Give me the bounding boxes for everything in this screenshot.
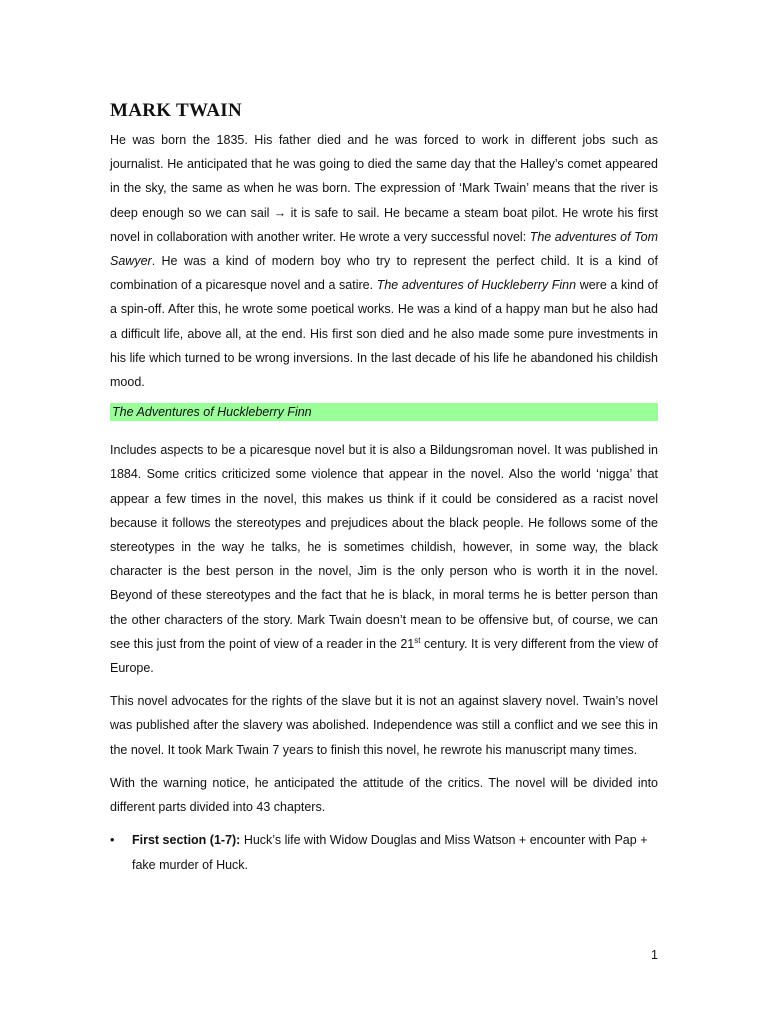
list-item-label: First section (1-7): [132, 833, 241, 848]
text-run: century. It is very different from the view of Europe. [110, 636, 658, 676]
paragraph-structure: With the warning notice, he anticipated the attitude of the critics. The novel will be divided into different parts divided into 43 chapters. [110, 775, 658, 815]
section-heading: The Adventures of Huckleberry Finn [110, 403, 658, 421]
text-run: were a kind of a spin-off. After this, he wrote some poetical works. He was a kind of a happy man but he also had a difficult life, above all, at the end. His first son died and he also made some pure investments in his life which turned to be wrong inversions. In the last decade of his life he abandoned his childish mood. [110, 278, 658, 390]
paragraph-slavery: This novel advocates for the rights of the slave but it is not an against slavery novel. Twain’s novel was published after the slavery was abolished. Independence was still a conflict and we see this in the novel. It took Mark Twain 7 years to finish this novel, he rewrote his manuscript many times. [110, 694, 658, 757]
page-number: 1 [651, 948, 658, 962]
document-title: MARK TWAIN [110, 100, 242, 121]
book-title-huckleberry-finn: The adventures of Huckleberry Finn [376, 278, 577, 293]
superscript: st [414, 635, 421, 645]
text-run: Includes aspects to be a picaresque novel but it is also a Bildungsroman novel. It was published in 1884. Some critics criticized some violence that appear in the novel. Also the world ‘nigga’ that appear a few times in the novel, this makes us think if it could be considered as a racist novel because it follows the stereotypes and prejudices about the black people. He follows some of the stereotypes in the way he talks, he is sometimes childish, however, in some way, the black character is the best person in the novel, Jim is the only person who is worth it in the novel. Beyond of these stereotypes and the fact that he is black, in moral terms he is better person than the other characters of the story. Mark Twain doesn’t mean to be offensive but, of course, we can see this just from the point of view of a reader in the 21 [110, 443, 658, 651]
arrow-icon: → [273, 205, 287, 220]
paragraph-novel-overview [110, 438, 658, 680]
bullet-list [110, 828, 658, 878]
list-item [110, 828, 658, 878]
text-run: . He was a kind of modern boy who try to represent the perfect child. It is a kind of combination of a picaresque novel and a satire. [110, 254, 658, 293]
list-item-text: Huck’s life with Widow Douglas and Miss Watson + encounter with Pap + fake murder of Huck. [132, 833, 648, 873]
paragraph-biography [110, 128, 658, 394]
book-title-tom-sawyer: The adventures of Tom Sawyer [110, 229, 658, 269]
text-run: He was born the 1835. His father died and he was forced to work in different jobs such as journalist. He anticipated that he was going to died the same day that the Halley’s comet appeared in the sky, the same as when he was born. The expression of ‘Mark Twain’ means that the river is deep enough so we can sail [110, 133, 658, 220]
text-run: it is safe to sail. He became a steam boat pilot. He wrote his first novel in collaboration with another writer. He wrote a very successful novel: [110, 205, 659, 244]
bullet-icon: • [110, 833, 115, 848]
